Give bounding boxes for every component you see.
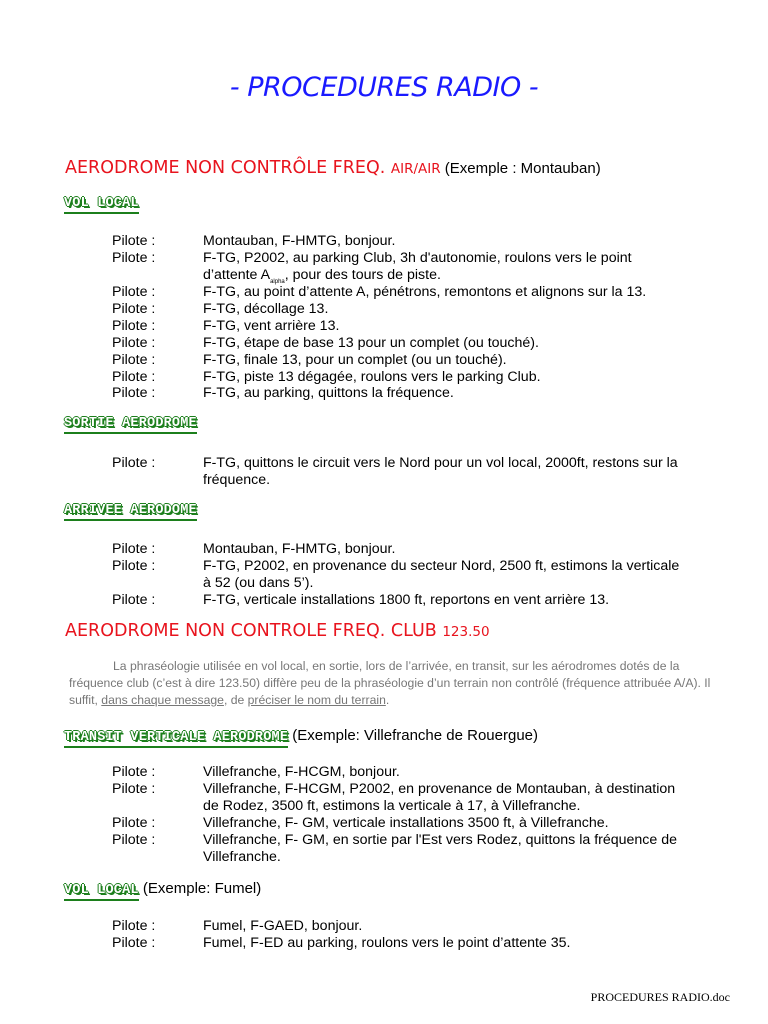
subheading-vol-local-fumel: VOL LOCAL (Exemple: Fumel) <box>64 880 261 901</box>
subheading-vol-local: VOL LOCAL <box>64 196 139 214</box>
subheading-transit-verticale: TRANSIT VERTICALE AERODROME (Exemple: Villefranche de Rouergue) <box>64 727 538 748</box>
footer-filename: PROCEDURES RADIO.doc <box>590 990 730 1004</box>
subheading-sortie-aerodrome: SORTIE AERODROME <box>64 416 197 434</box>
section-heading-club: AERODROME NON CONTROLE FREQ. CLUB 123.50 <box>65 621 490 641</box>
subheading-arrivee-aerodrome: ARRIVEE AERODOME <box>64 503 197 521</box>
section-heading-air-air: AERODROME NON CONTRÔLE FREQ. AIR/AIR (Exemple : Montauban) <box>65 158 601 178</box>
phraseology-paragraph: La phraséologie utilisée en vol local, en sortie, lors de l’arrivée, en transit, sur les aérodromes dotés de la fréquence club (c’est à dire 123.50) diffère peu de la phraséologie d’un terrain non contrôlé (fréquence attribuée A/A). Il suffit, dans chaque message, de préciser le nom du terrain. <box>69 659 711 707</box>
page-title: - PROCEDURES RADIO - <box>229 72 539 103</box>
